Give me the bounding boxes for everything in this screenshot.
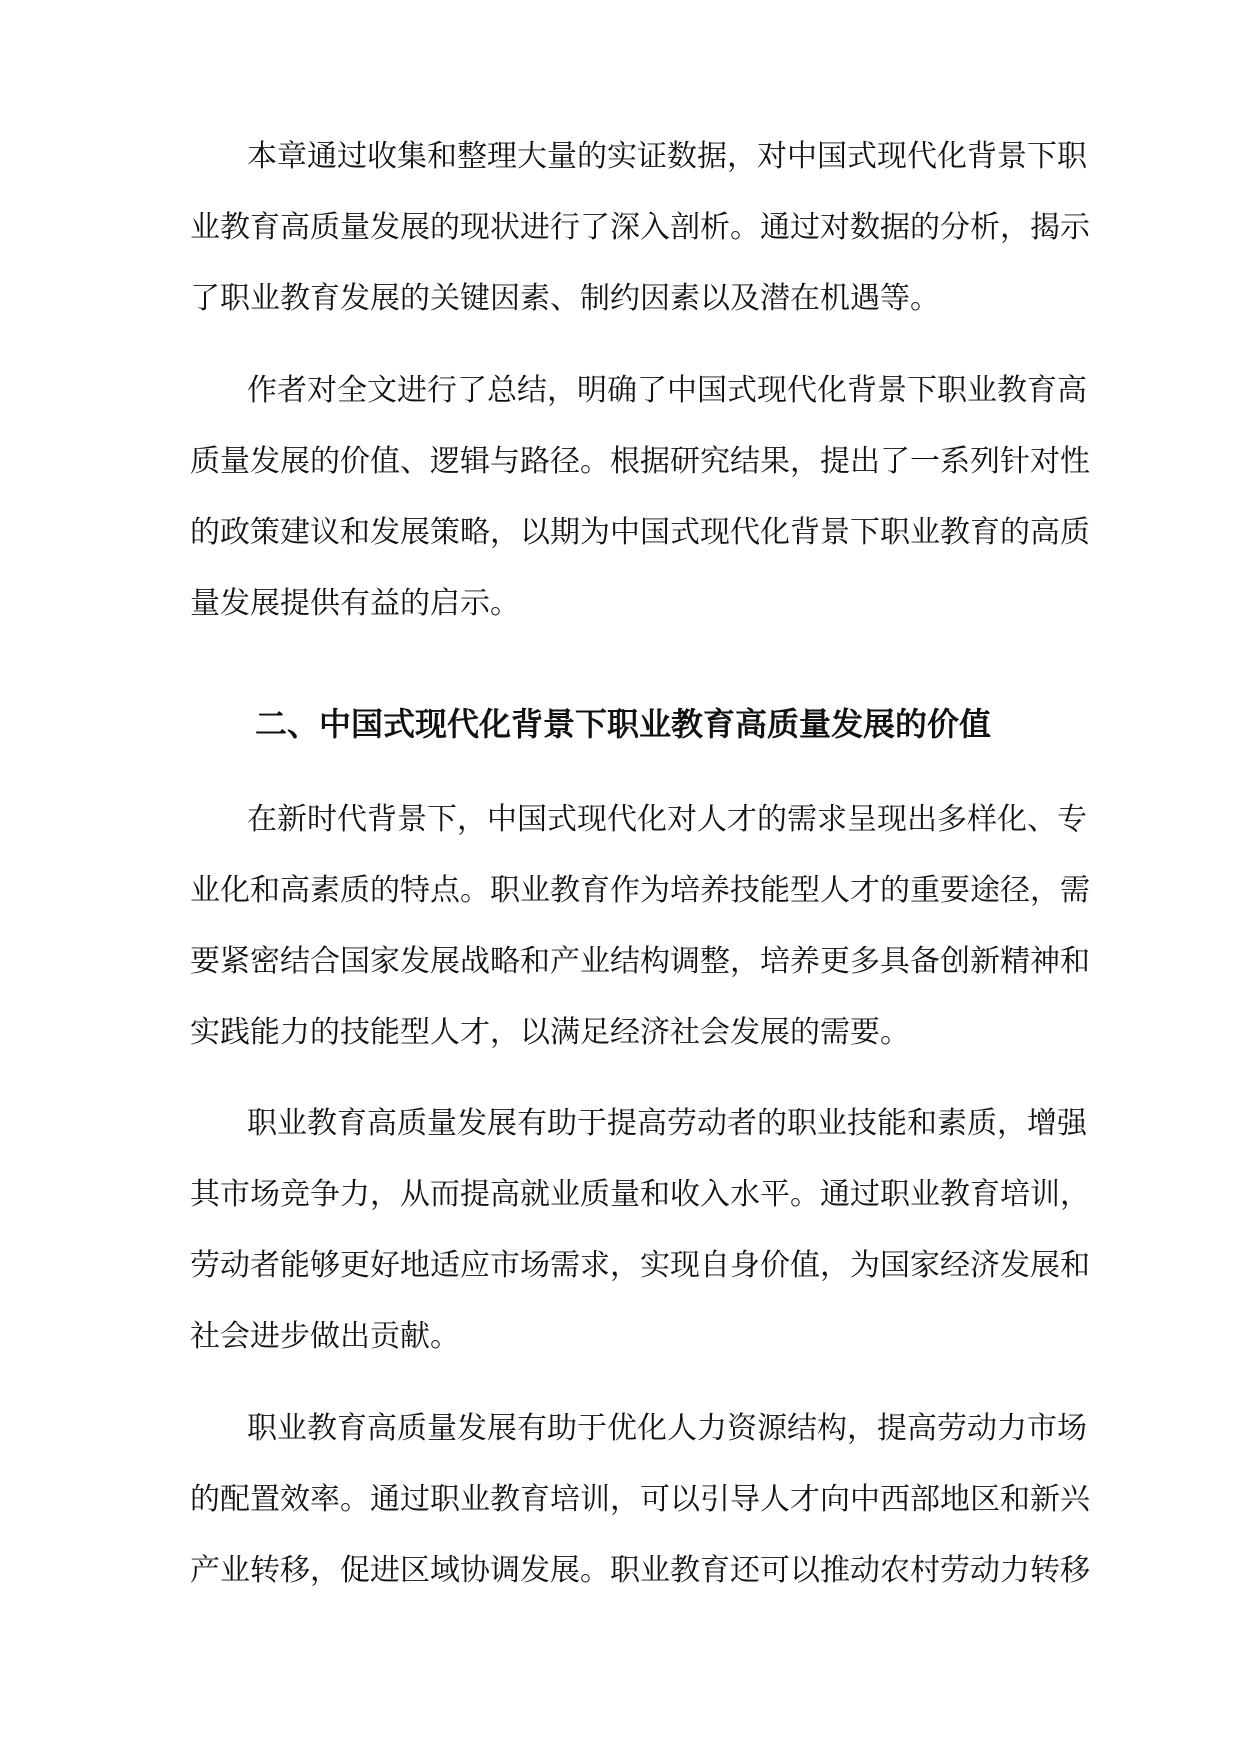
paragraph-line: 的政策建议和发展策略，以期为中国式现代化背景下职业教育的高质	[190, 515, 1090, 550]
paragraph-line: 劳动者能够更好地适应市场需求，实现自身价值，为国家经济发展和	[190, 1248, 1090, 1283]
paragraph-line: 在新时代背景下，中国式现代化对人才的需求呈现出多样化、专	[247, 802, 1087, 837]
paragraph-line: 职业教育高质量发展有助于提高劳动者的职业技能和素质，增强	[247, 1106, 1087, 1141]
paragraph-line: 业教育高质量发展的现状进行了深入剖析。通过对数据的分析，揭示	[190, 210, 1090, 245]
paragraph-line: 要紧密结合国家发展战略和产业结构调整，培养更多具备创新精神和	[190, 944, 1090, 979]
paragraph-line: 量发展提供有益的启示。	[190, 586, 520, 621]
paragraph-line: 社会进步做出贡献。	[190, 1319, 460, 1354]
paragraph-line: 作者对全文进行了总结，明确了中国式现代化背景下职业教育高	[247, 373, 1087, 408]
paragraph-line: 的配置效率。通过职业教育培训，可以引导人才向中西部地区和新兴	[190, 1482, 1090, 1517]
section-heading: 二、中国式现代化背景下职业教育高质量发展的价值	[255, 705, 992, 743]
paragraph-line: 职业教育高质量发展有助于优化人力资源结构，提高劳动力市场	[247, 1411, 1087, 1446]
paragraph-line: 了职业教育发展的关键因素、制约因素以及潜在机遇等。	[190, 281, 940, 316]
paragraph-line: 业化和高素质的特点。职业教育作为培养技能型人才的重要途径，需	[190, 873, 1090, 908]
paragraph-line: 实践能力的技能型人才，以满足经济社会发展的需要。	[190, 1015, 910, 1050]
paragraph-line: 质量发展的价值、逻辑与路径。根据研究结果，提出了一系列针对性	[190, 444, 1090, 479]
paragraph-line: 本章通过收集和整理大量的实证数据，对中国式现代化背景下职	[247, 139, 1087, 174]
paragraph-line: 产业转移，促进区域协调发展。职业教育还可以推动农村劳动力转移	[190, 1553, 1090, 1588]
paragraph-line: 其市场竞争力，从而提高就业质量和收入水平。通过职业教育培训，	[190, 1177, 1090, 1212]
